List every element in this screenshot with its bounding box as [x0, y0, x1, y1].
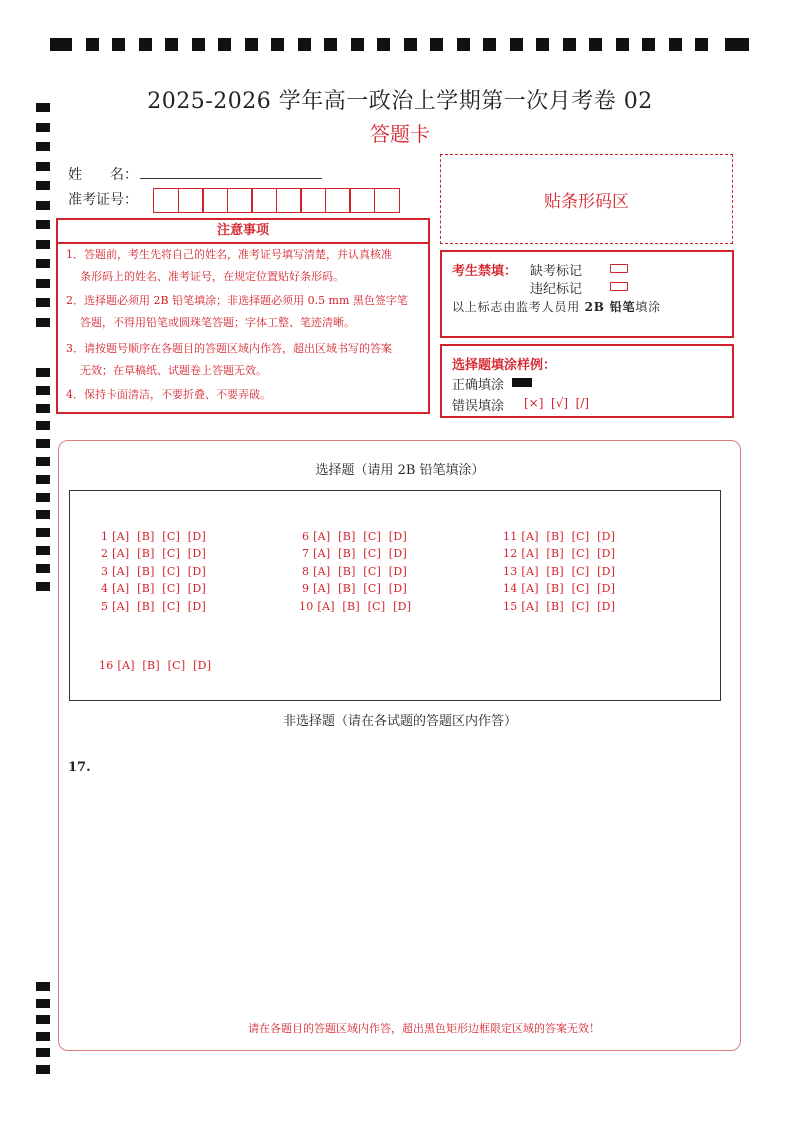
side-timing-mark [36, 999, 50, 1008]
choice-question-10[interactable]: 10 [A] [B] [C] [D] [299, 600, 412, 613]
side-timing-mark [36, 439, 50, 448]
timing-mark [271, 38, 284, 51]
exam-id-digit-box[interactable] [227, 188, 253, 213]
side-timing-mark [36, 368, 50, 377]
absent-mark-label: 缺考标记 [530, 264, 583, 279]
side-timing-mark [36, 1065, 50, 1074]
sample-title: 选择题填涂样例： [452, 358, 557, 373]
barcode-label: 贴条形码区 [544, 192, 629, 212]
side-timing-mark [36, 386, 50, 395]
side-timing-mark [36, 493, 50, 502]
side-timing-mark [36, 510, 50, 519]
exam-id-digit-box[interactable] [178, 188, 204, 213]
absent-mark-box[interactable] [610, 264, 628, 273]
timing-mark [192, 38, 205, 51]
side-timing-mark [36, 259, 50, 268]
question-17-label: 17. [68, 760, 91, 775]
side-timing-mark [36, 404, 50, 413]
choice-question-7[interactable]: 7 [A] [B] [C] [D] [302, 547, 408, 560]
note-line: 答题，不得用铅笔或圆珠笔答题；字体工整、笔迹清晰。 [80, 316, 355, 329]
side-timing-mark [36, 181, 50, 190]
choice-question-5[interactable]: 5 [A] [B] [C] [D] [101, 600, 207, 613]
choice-question-8[interactable]: 8 [A] [B] [C] [D] [302, 565, 408, 578]
examiner-note-suffix: 填涂 [635, 300, 661, 314]
exam-id-digit-box[interactable] [349, 188, 375, 213]
examiner-note [452, 298, 661, 315]
note-line: 3．请按题号顺序在各题目的答题区域内作答，超出区域书写的答案 [66, 342, 392, 355]
side-timing-mark [36, 546, 50, 555]
timing-mark [725, 38, 749, 51]
answer-sheet-subtitle: 答题卡 [370, 122, 430, 146]
side-timing-mark [36, 162, 50, 171]
choice-question-6[interactable]: 6 [A] [B] [C] [D] [302, 530, 408, 543]
timing-mark [695, 38, 708, 51]
timing-mark [377, 38, 390, 51]
note-line: 4．保持卡面清洁，不要折叠、不要弄破。 [66, 388, 271, 401]
note-item-1 [66, 244, 422, 288]
violation-mark-box[interactable] [610, 282, 628, 291]
note-item-4 [66, 384, 422, 406]
examiner-note-bold: 2B 铅笔 [584, 300, 636, 314]
page-title: 2025-2026 学年高一政治上学期第一次月考卷 02 [147, 89, 653, 114]
timing-mark [563, 38, 576, 51]
side-timing-mark [36, 220, 50, 229]
timing-mark [351, 38, 364, 51]
examiner-fill-label: 考生禁填： [452, 264, 518, 279]
choice-question-15[interactable]: 15 [A] [B] [C] [D] [503, 600, 616, 613]
exam-id-digit-box[interactable] [374, 188, 400, 213]
choice-question-3[interactable]: 3 [A] [B] [C] [D] [101, 565, 207, 578]
timing-mark [430, 38, 443, 51]
violation-mark-label: 违纪标记 [530, 282, 583, 297]
note-line: 2．选择题必须用 2B 铅笔填涂；非选择题必须用 0.5 mm 黑色签字笔 [66, 294, 408, 307]
choice-question-2[interactable]: 2 [A] [B] [C] [D] [101, 547, 207, 560]
side-timing-mark [36, 421, 50, 430]
timing-mark [510, 38, 523, 51]
note-item-3 [66, 338, 422, 382]
exam-id-digit-box[interactable] [300, 188, 326, 213]
timing-mark [165, 38, 178, 51]
choice-question-4[interactable]: 4 [A] [B] [C] [D] [101, 582, 207, 595]
timing-mark [616, 38, 629, 51]
side-timing-mark [36, 279, 50, 288]
timing-mark [457, 38, 470, 51]
timing-mark [139, 38, 152, 51]
side-timing-mark [36, 582, 50, 591]
correct-fill-label: 正确填涂 [452, 378, 505, 393]
exam-id-boxes[interactable] [153, 188, 398, 213]
timing-mark [404, 38, 417, 51]
side-timing-mark [36, 240, 50, 249]
exam-id-digit-box[interactable] [153, 188, 179, 213]
exam-id-digit-box[interactable] [202, 188, 228, 213]
notes-header: 注意事项 [58, 220, 428, 244]
timing-mark [50, 38, 72, 51]
side-timing-mark [36, 564, 50, 573]
choice-question-14[interactable]: 14 [A] [B] [C] [D] [503, 582, 616, 595]
timing-mark [298, 38, 311, 51]
side-timing-mark [36, 1048, 50, 1057]
timing-mark [218, 38, 231, 51]
choice-question-16[interactable]: 16 [A] [B] [C] [D] [99, 659, 212, 672]
timing-mark [245, 38, 258, 51]
timing-mark [536, 38, 549, 51]
timing-mark [669, 38, 682, 51]
choice-question-12[interactable]: 12 [A] [B] [C] [D] [503, 547, 616, 560]
barcode-area [440, 154, 733, 244]
side-timing-mark [36, 298, 50, 307]
exam-id-digit-box[interactable] [276, 188, 302, 213]
choice-question-1[interactable]: 1 [A] [B] [C] [D] [101, 530, 207, 543]
choice-question-13[interactable]: 13 [A] [B] [C] [D] [503, 565, 616, 578]
side-timing-mark [36, 201, 50, 210]
timing-mark [86, 38, 99, 51]
question-17-answer-area[interactable] [68, 780, 728, 1010]
timing-mark [642, 38, 655, 51]
side-timing-mark [36, 982, 50, 991]
examiner-fill-panel [440, 250, 734, 338]
notes-panel [56, 218, 430, 414]
side-timing-mark [36, 318, 50, 327]
footer-warning: 请在各题目的答题区域内作答，超出黑色矩形边框限定区域的答案无效！ [248, 1022, 600, 1035]
choice-question-9[interactable]: 9 [A] [B] [C] [D] [302, 582, 408, 595]
nonchoice-section-title: 非选择题（请在各试题的答题区内作答） [282, 714, 517, 729]
fill-sample-panel [440, 344, 734, 418]
timing-mark [112, 38, 125, 51]
id-label: 准考证号： [68, 192, 138, 208]
timing-mark [589, 38, 602, 51]
name-label: 姓 名： [68, 167, 138, 183]
exam-id-digit-box[interactable] [325, 188, 351, 213]
wrong-fill-samples: [×] [√] [/] [524, 396, 590, 410]
note-line: 条形码上的姓名、准考证号，在规定位置贴好条形码。 [80, 270, 344, 283]
timing-mark [483, 38, 496, 51]
timing-mark [324, 38, 337, 51]
note-line: 1．答题前，考生先将自己的姓名，准考证号填写清楚，并认真核准 [66, 248, 392, 261]
choice-section-title: 选择题（请用 2B 铅笔填涂） [315, 463, 485, 478]
note-line: 无效；在草稿纸、试题卷上答题无效。 [80, 364, 267, 377]
note-item-2 [66, 290, 422, 334]
exam-id-digit-box[interactable] [251, 188, 277, 213]
wrong-fill-label: 错误填涂 [452, 399, 505, 414]
choice-question-11[interactable]: 11 [A] [B] [C] [D] [503, 530, 616, 543]
correct-fill-sample [512, 378, 532, 387]
side-timing-mark [36, 528, 50, 537]
examiner-note-prefix: 以上标志由监考人员用 [452, 300, 581, 314]
name-field[interactable] [140, 177, 322, 179]
